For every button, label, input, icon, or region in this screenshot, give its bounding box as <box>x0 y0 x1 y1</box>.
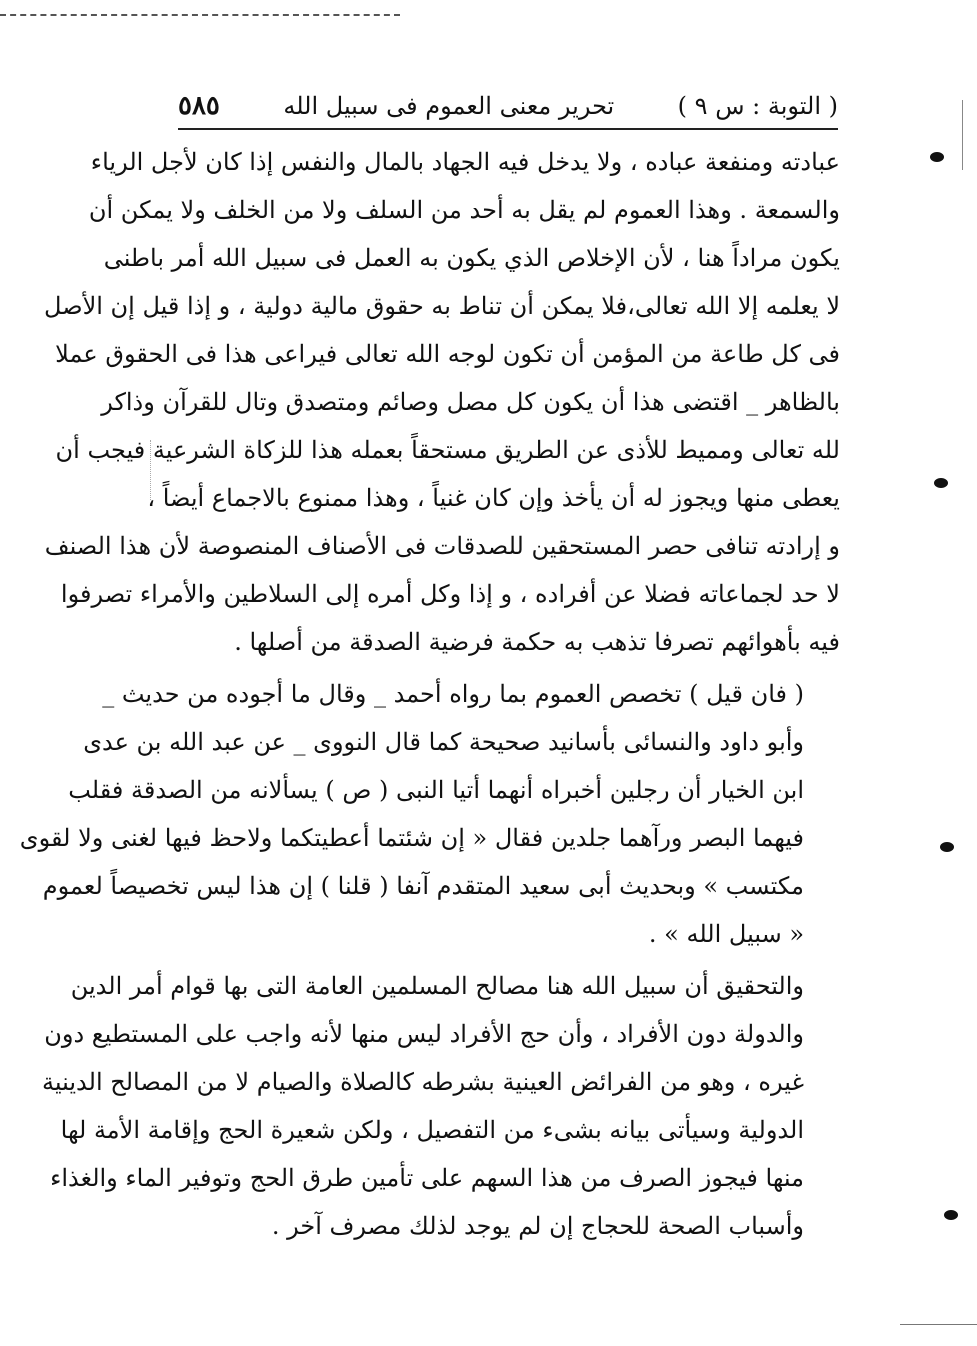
bottom-scan-rule <box>900 1324 977 1325</box>
running-head-surah: ( التوبة : س ٩ ) <box>677 92 838 120</box>
body-text <box>19 138 840 1250</box>
text-line: ابن الخيار أن رجلين أخبراه أنهما أتيا النبى ( ص ) يسألانه من الصدقة فقلب <box>68 776 804 804</box>
text-line: فيه بأهوائهم تصرفا تذهب به حكمة فرضية الصدقة من أصلها . <box>234 628 840 656</box>
top-scan-rule <box>0 14 400 16</box>
text-line: بالظاهر _ اقتضى هذا أن يكون كل مصل وصائم ومتصدق وتال للقرآن وذاكر <box>101 388 840 416</box>
text-line: غيره ، وهو من الفرائض العينية بشرطه كالصلاة والصيام لا من المصالح الدينية <box>42 1068 804 1096</box>
text-line: لا حد لجماعاته فضلا عن أفراده ، و إذا وكل أمره إلى السلاطين والأمراء تصرفوا <box>60 580 840 608</box>
margin-ink-mark <box>944 1210 958 1220</box>
text-line: عبادته ومنفعة عباده ، ولا يدخل فيه الجهاد بالمال والنفس إذا كان لأجل الرياء <box>90 148 840 176</box>
page-number: ٥٨٥ <box>178 91 220 121</box>
text-line: ( فان قيل ) تخصص العموم بما رواه أحمد _ وقال ما أجوده من حديث _ <box>102 680 804 708</box>
paragraph-2 <box>19 670 840 958</box>
text-line: الدولية وسيأتى بيانه بشىء من التفصيل ، ولكن شعيرة الحج وإقامة الأمة لها <box>60 1116 804 1144</box>
page-header <box>178 84 838 130</box>
text-line: وأبو داود والنسائى بأسانيد صحيحة كما قال النووى _ عن عبد الله بن عدى <box>83 728 804 756</box>
margin-ink-mark <box>930 152 944 162</box>
text-line: منها فيجوز الصرف من هذا السهم على تأمين طرق الحج وتوفير الماء والغذاء <box>50 1164 804 1192</box>
text-line: وأسباب الصحة للحجاج إن لم يوجد لذلك مصرف آخر . <box>271 1212 804 1240</box>
text-line: فيهما البصر ورآهما جلدين فقال « إن شئتما أعطيتكما ولاحظ فيها لغنى ولا لقوى <box>19 824 804 852</box>
margin-ink-mark <box>934 478 948 488</box>
margin-scan-line <box>962 100 963 170</box>
running-head-title: تحرير معنى العموم فى سبيل الله <box>283 92 615 120</box>
text-line: فى كل طاعة من المؤمن أن تكون لوجه الله تعالى فيراعى هذا فى الحقوق عملا <box>55 340 840 368</box>
text-line: لله تعالى ومميط للأذى عن الطريق مستحقاً بعمله هذا للزكاة الشرعية فيجب أن <box>55 436 840 464</box>
text-line: والتحقيق أن سبيل الله هنا مصالح المسلمين العامة التى بها قوام أمر الدين <box>70 972 804 1000</box>
text-line: يعطى منها ويجوز له أن يأخذ وإن كان غنياً ، وهذا ممنوع بالاجماع أيضاً ، <box>147 484 840 512</box>
paragraph-1 <box>44 138 840 666</box>
text-line: مكتسب » وبحديث أبى سعيد المتقدم آنفا ( قلنا ) إن هذا ليس تخصيصاً لعموم <box>42 872 804 900</box>
text-line: و إرادته تنافى حصر المستحقين للصدقات فى الأصناف المنصوصة لأن هذا الصنف <box>44 532 840 560</box>
paragraph-3 <box>42 962 840 1250</box>
margin-ink-mark <box>940 842 954 852</box>
text-line: يكون مراداً هنا ، لأن الإخلاص الذي يكون به العمل فى سبيل الله أمر باطنى <box>103 244 840 272</box>
text-line: لا يعلمه إلا الله تعالى،فلا يمكن أن تناط به حقوق مالية دولية ، و إذا قيل إن الأصل <box>44 292 840 320</box>
text-line: والدولة دون الأفراد ، وأن حج الأفراد ليس منها لأنه واجب على المستطيع دون <box>44 1020 804 1048</box>
text-line: والسمعة . وهذا العموم لم يقل به أحد من السلف ولا من الخلف ولا يمكن أن <box>88 196 840 224</box>
text-line: « سبيل الله » . <box>648 920 804 948</box>
